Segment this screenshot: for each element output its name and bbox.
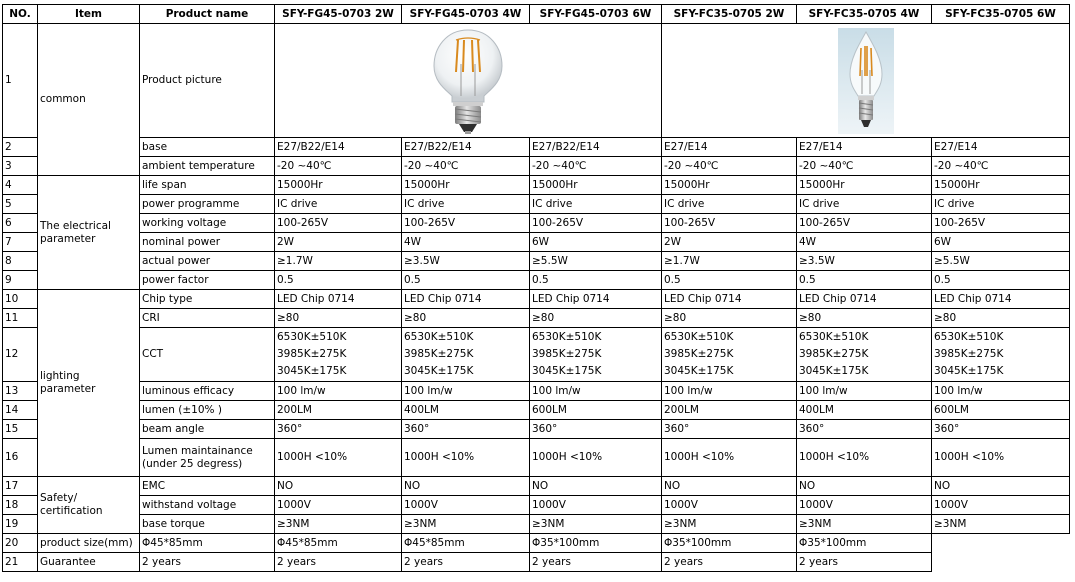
value-cell: -20 ~40℃ — [275, 157, 402, 176]
table-row — [3, 214, 1070, 233]
value-cell — [275, 328, 402, 382]
value-cell: LED Chip 0714 — [275, 290, 402, 309]
cct-value: 6530K±510K — [277, 331, 347, 343]
value-cell: 2 years — [275, 553, 402, 572]
value-cell: NO — [932, 477, 1070, 496]
value-cell: 15000Hr — [402, 176, 530, 195]
value-cell: 100-265V — [662, 214, 797, 233]
value-cell: IC drive — [402, 195, 530, 214]
value-cell: ≥5.5W — [530, 252, 662, 271]
value-cell: 100-265V — [275, 214, 402, 233]
table-row — [3, 138, 1070, 157]
value-cell: 2 years — [402, 553, 530, 572]
value-cell: IC drive — [530, 195, 662, 214]
value-cell: E27/B22/E14 — [402, 138, 530, 157]
value-cell: 0.5 — [932, 271, 1070, 290]
row-number: 15 — [3, 420, 38, 439]
table-row — [3, 477, 1070, 496]
table-row — [3, 553, 1070, 572]
cct-value: 3985K±275K — [664, 348, 734, 360]
value-cell: 360° — [797, 420, 932, 439]
value-cell: 100 lm/w — [402, 382, 530, 401]
value-cell: 6W — [932, 233, 1070, 252]
value-cell: Φ35*100mm — [530, 534, 662, 553]
value-cell: LED Chip 0714 — [797, 290, 932, 309]
value-cell: NO — [530, 477, 662, 496]
table-row — [3, 157, 1070, 176]
param-name: withstand voltage — [140, 496, 275, 515]
cct-value: 3985K±275K — [404, 348, 474, 360]
value-cell: 360° — [275, 420, 402, 439]
cct-value: 6530K±510K — [532, 331, 602, 343]
table-row — [3, 420, 1070, 439]
value-cell: NO — [797, 477, 932, 496]
cct-value: 3045K±175K — [664, 365, 734, 377]
value-cell: ≥80 — [275, 309, 402, 328]
value-cell: 100-265V — [797, 214, 932, 233]
cct-value: 3045K±175K — [277, 365, 347, 377]
value-cell — [932, 328, 1070, 382]
row-number: 6 — [3, 214, 38, 233]
value-cell: -20 ~40℃ — [662, 157, 797, 176]
header-cell: SFY-FG45-0703 2W — [275, 5, 402, 24]
value-cell: IC drive — [662, 195, 797, 214]
param-name: working voltage — [140, 214, 275, 233]
value-cell: IC drive — [932, 195, 1070, 214]
value-cell: ≥80 — [932, 309, 1070, 328]
value-cell: -20 ~40℃ — [402, 157, 530, 176]
value-cell: ≥3NM — [275, 515, 402, 534]
param-name: actual power — [140, 252, 275, 271]
row-number: 9 — [3, 271, 38, 290]
value-cell: E27/B22/E14 — [530, 138, 662, 157]
value-cell: 600LM — [932, 401, 1070, 420]
row-number: 7 — [3, 233, 38, 252]
row-number: 20 — [3, 534, 38, 553]
row-number: 5 — [3, 195, 38, 214]
param-name: CRI — [140, 309, 275, 328]
value-cell: LED Chip 0714 — [402, 290, 530, 309]
value-cell: IC drive — [797, 195, 932, 214]
table-row — [3, 534, 1070, 553]
value-cell — [530, 328, 662, 382]
value-cell: 200LM — [275, 401, 402, 420]
value-cell: 0.5 — [797, 271, 932, 290]
value-cell: ≥80 — [402, 309, 530, 328]
param-name: nominal power — [140, 233, 275, 252]
cct-value: 6530K±510K — [799, 331, 869, 343]
table-row — [3, 515, 1070, 534]
value-cell: 1000H <10% — [275, 439, 402, 477]
value-cell: ≥3NM — [530, 515, 662, 534]
value-cell: Φ45*85mm — [402, 534, 530, 553]
param-name: luminous efficacy — [140, 382, 275, 401]
table-row — [3, 309, 1070, 328]
header-cell: NO. — [3, 5, 38, 24]
value-cell: IC drive — [275, 195, 402, 214]
value-cell: 2 years — [662, 553, 797, 572]
globe-bulb-cell — [275, 24, 662, 138]
value-cell: E27/E14 — [662, 138, 797, 157]
value-cell: 2W — [275, 233, 402, 252]
header-cell: Product name — [140, 5, 275, 24]
value-cell: ≥1.7W — [275, 252, 402, 271]
value-cell: 4W — [797, 233, 932, 252]
row-number: 13 — [3, 382, 38, 401]
value-cell: Φ45*85mm — [140, 534, 275, 553]
cct-value: 3985K±275K — [532, 348, 602, 360]
value-cell: 1000H <10% — [662, 439, 797, 477]
row-number: 19 — [3, 515, 38, 534]
header-cell: SFY-FG45-0703 6W — [530, 5, 662, 24]
cct-value: 3045K±175K — [404, 365, 474, 377]
value-cell: 2 years — [797, 553, 932, 572]
param-name: power programme — [140, 195, 275, 214]
table-row — [3, 290, 1070, 309]
row-number: 21 — [3, 553, 38, 572]
value-cell: LED Chip 0714 — [530, 290, 662, 309]
param-name: Chip type — [140, 290, 275, 309]
row-number: 16 — [3, 439, 38, 477]
row-number: 4 — [3, 176, 38, 195]
value-cell: E27/B22/E14 — [275, 138, 402, 157]
value-cell: ≥3NM — [402, 515, 530, 534]
table-row — [3, 252, 1070, 271]
value-cell: ≥5.5W — [932, 252, 1070, 271]
header-cell: SFY-FC35-0705 2W — [662, 5, 797, 24]
value-cell: 600LM — [530, 401, 662, 420]
value-cell: 1000V — [797, 496, 932, 515]
value-cell: ≥1.7W — [662, 252, 797, 271]
candle-bulb-cell — [662, 24, 1070, 138]
row-number: 2 — [3, 138, 38, 157]
value-cell: NO — [662, 477, 797, 496]
header-cell: SFY-FG45-0703 4W — [402, 5, 530, 24]
value-cell: 200LM — [662, 401, 797, 420]
value-cell: ≥3NM — [932, 515, 1070, 534]
value-cell: 100-265V — [402, 214, 530, 233]
value-cell: 1000V — [402, 496, 530, 515]
value-cell: 2 years — [140, 553, 275, 572]
param-name: Guarantee — [38, 553, 140, 572]
value-cell: 100 lm/w — [662, 382, 797, 401]
value-cell: 1000H <10% — [932, 439, 1070, 477]
value-cell: 1000V — [530, 496, 662, 515]
table-row — [3, 233, 1070, 252]
value-cell — [797, 328, 932, 382]
value-cell: -20 ~40℃ — [932, 157, 1070, 176]
value-cell: ≥3.5W — [797, 252, 932, 271]
value-cell: E27/E14 — [932, 138, 1070, 157]
param-name: base — [140, 138, 275, 157]
globe-filament-bulb-image — [428, 26, 508, 136]
group-electrical: The electrical parameter — [38, 176, 140, 290]
value-cell: Φ45*85mm — [275, 534, 402, 553]
cct-value: 6530K±510K — [934, 331, 1004, 343]
value-cell: 1000V — [932, 496, 1070, 515]
group-common: common — [38, 24, 140, 176]
value-cell: 0.5 — [530, 271, 662, 290]
param-name: lumen (±10% ) — [140, 401, 275, 420]
value-cell: 1000V — [275, 496, 402, 515]
param-name: beam angle — [140, 420, 275, 439]
table-row — [3, 401, 1070, 420]
param-name: product size(mm) — [38, 534, 140, 553]
value-cell: 2 years — [530, 553, 662, 572]
row-number: 3 — [3, 157, 38, 176]
cct-value: 3045K±175K — [532, 365, 602, 377]
table-row — [3, 24, 1070, 138]
value-cell: ≥80 — [797, 309, 932, 328]
value-cell: LED Chip 0714 — [662, 290, 797, 309]
value-cell: 0.5 — [402, 271, 530, 290]
value-cell: Φ35*100mm — [797, 534, 932, 553]
value-cell: 4W — [402, 233, 530, 252]
value-cell: -20 ~40℃ — [530, 157, 662, 176]
value-cell: ≥3.5W — [402, 252, 530, 271]
cct-value: 3985K±275K — [934, 348, 1004, 360]
table-row — [3, 328, 1070, 382]
param-name: base torque — [140, 515, 275, 534]
row-number: 10 — [3, 290, 38, 309]
value-cell: 15000Hr — [530, 176, 662, 195]
param-name: life span — [140, 176, 275, 195]
cct-value: 6530K±510K — [664, 331, 734, 343]
value-cell: ≥80 — [530, 309, 662, 328]
group-safety: Safety/ certification — [38, 477, 140, 534]
value-cell — [662, 328, 797, 382]
param-name: EMC — [140, 477, 275, 496]
value-cell: 6W — [530, 233, 662, 252]
value-cell: 400LM — [797, 401, 932, 420]
value-cell: LED Chip 0714 — [932, 290, 1070, 309]
value-cell: 100 lm/w — [275, 382, 402, 401]
value-cell: 360° — [402, 420, 530, 439]
value-cell — [402, 328, 530, 382]
cct-value: 3045K±175K — [799, 365, 869, 377]
row-number: 11 — [3, 309, 38, 328]
value-cell: Φ35*100mm — [662, 534, 797, 553]
value-cell: 100 lm/w — [797, 382, 932, 401]
value-cell: 400LM — [402, 401, 530, 420]
value-cell: 15000Hr — [275, 176, 402, 195]
table-row — [3, 382, 1070, 401]
param-name: Lumen maintainance (under 25 degress) — [140, 439, 275, 477]
value-cell: 360° — [932, 420, 1070, 439]
header-cell: SFY-FC35-0705 6W — [932, 5, 1070, 24]
value-cell: 1000H <10% — [530, 439, 662, 477]
table-row — [3, 271, 1070, 290]
value-cell: 15000Hr — [797, 176, 932, 195]
value-cell: 100-265V — [530, 214, 662, 233]
value-cell: 100-265V — [932, 214, 1070, 233]
row-number: 17 — [3, 477, 38, 496]
param-name: ambient temperature — [140, 157, 275, 176]
row-number: 12 — [3, 328, 38, 382]
value-cell: 1000V — [662, 496, 797, 515]
value-cell: 1000H <10% — [402, 439, 530, 477]
param-name: CCT — [140, 328, 275, 382]
table-row — [3, 496, 1070, 515]
header-cell: SFY-FC35-0705 4W — [797, 5, 932, 24]
value-cell: 1000H <10% — [797, 439, 932, 477]
candle-filament-bulb-image — [836, 26, 896, 136]
value-cell: NO — [402, 477, 530, 496]
value-cell: NO — [275, 477, 402, 496]
value-cell: ≥3NM — [662, 515, 797, 534]
header-cell: Item — [38, 5, 140, 24]
param-name: Product picture — [140, 24, 275, 138]
value-cell: 2W — [662, 233, 797, 252]
value-cell: 0.5 — [662, 271, 797, 290]
value-cell: E27/E14 — [797, 138, 932, 157]
header-row — [3, 5, 1070, 24]
value-cell: 360° — [530, 420, 662, 439]
table-row — [3, 176, 1070, 195]
value-cell: ≥80 — [662, 309, 797, 328]
spec-table — [2, 4, 1070, 572]
cct-value: 3985K±275K — [799, 348, 869, 360]
table-row — [3, 439, 1070, 477]
group-lighting: lighting parameter — [38, 290, 140, 477]
row-number: 18 — [3, 496, 38, 515]
value-cell: 15000Hr — [932, 176, 1070, 195]
row-number: 8 — [3, 252, 38, 271]
cct-value: 3045K±175K — [934, 365, 1004, 377]
value-cell: 360° — [662, 420, 797, 439]
value-cell: 100 lm/w — [932, 382, 1070, 401]
param-name: power factor — [140, 271, 275, 290]
row-number: 1 — [3, 24, 38, 138]
cct-value: 3985K±275K — [277, 348, 347, 360]
value-cell: 15000Hr — [662, 176, 797, 195]
value-cell: 100 lm/w — [530, 382, 662, 401]
value-cell: -20 ~40℃ — [797, 157, 932, 176]
value-cell: 0.5 — [275, 271, 402, 290]
cct-value: 6530K±510K — [404, 331, 474, 343]
value-cell: ≥3NM — [797, 515, 932, 534]
table-row — [3, 195, 1070, 214]
row-number: 14 — [3, 401, 38, 420]
